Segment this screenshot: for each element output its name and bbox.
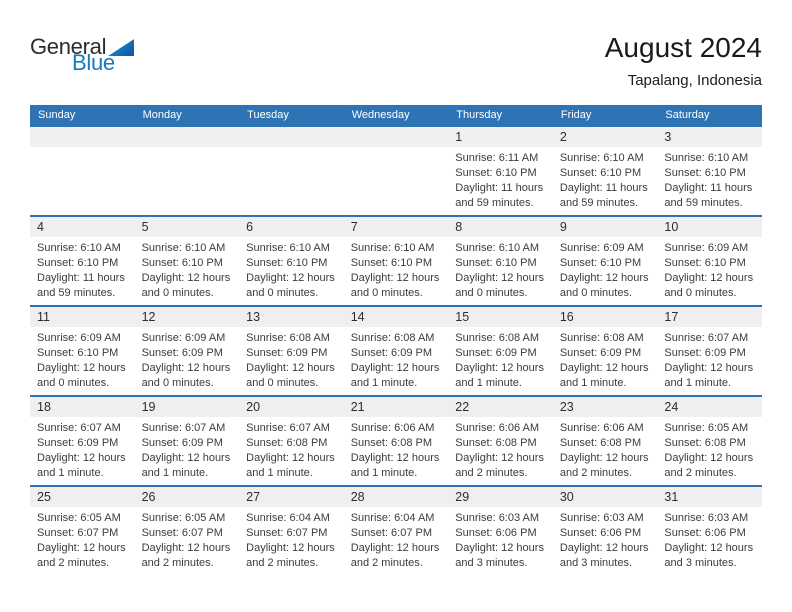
calendar-empty-cell: [30, 127, 135, 215]
weekday-header-sunday: Sunday: [38, 109, 76, 121]
day-number: [239, 127, 344, 147]
sun-info: [344, 417, 449, 481]
sunrise-text: Sunrise: 6:07 AM: [246, 422, 330, 434]
sunset-text: Sunset: 6:09 PM: [37, 437, 119, 449]
daylight-text: Daylight: 12 hours and 3 minutes.: [559, 542, 649, 569]
calendar-day-cell: [135, 307, 240, 395]
sun-info: [553, 147, 658, 211]
weekday-header-wednesday: Wednesday: [351, 109, 410, 121]
day-number: [30, 127, 135, 147]
sun-info: [448, 417, 553, 481]
daylight-text: Daylight: 12 hours and 0 minutes.: [246, 362, 335, 389]
day-number: 30: [553, 487, 658, 507]
day-number: 16: [553, 307, 658, 327]
day-number: 22: [448, 397, 553, 417]
calendar-day-cell: [448, 307, 553, 395]
calendar-day-cell: [239, 397, 344, 485]
daylight-text: Daylight: 12 hours and 0 minutes.: [559, 272, 649, 299]
calendar-day-cell: [448, 217, 553, 305]
sunset-text: Sunset: 6:07 PM: [141, 527, 223, 539]
calendar-day-cell: [135, 217, 240, 305]
daylight-text: Daylight: 11 hours and 59 minutes.: [37, 272, 125, 299]
sunrise-text: Sunrise: 6:10 AM: [455, 242, 540, 254]
sunset-text: Sunset: 6:10 PM: [664, 257, 746, 269]
daylight-text: Daylight: 11 hours and 59 minutes.: [664, 182, 753, 209]
sun-info: [553, 237, 658, 301]
daylight-text: Daylight: 12 hours and 2 minutes.: [455, 452, 544, 479]
calendar-day-cell: [135, 487, 240, 575]
calendar-day-cell: [553, 127, 658, 215]
sunset-text: Sunset: 6:06 PM: [559, 527, 642, 539]
week-row: [30, 215, 762, 305]
sun-info: [448, 147, 553, 211]
daylight-text: Daylight: 12 hours and 3 minutes.: [664, 542, 754, 569]
sun-info: [657, 507, 762, 571]
sunset-text: Sunset: 6:07 PM: [246, 527, 328, 539]
sun-info: [344, 327, 449, 391]
daylight-text: Daylight: 11 hours and 59 minutes.: [559, 182, 648, 209]
sun-info: [30, 417, 135, 481]
daylight-text: Daylight: 12 hours and 1 minute.: [350, 452, 440, 479]
sunset-text: Sunset: 6:08 PM: [559, 437, 642, 449]
sunset-text: Sunset: 6:08 PM: [350, 437, 433, 449]
sunrise-text: Sunrise: 6:08 AM: [559, 332, 644, 344]
general-blue-logo: [30, 36, 134, 74]
weekday-header-friday: Friday: [560, 109, 592, 121]
sun-info: [344, 237, 449, 301]
calendar-day-cell: [30, 487, 135, 575]
sunrise-text: Sunrise: 6:04 AM: [246, 512, 330, 524]
daylight-text: Daylight: 12 hours and 1 minute.: [559, 362, 649, 389]
sun-info: [239, 507, 344, 571]
sunset-text: Sunset: 6:10 PM: [246, 257, 328, 269]
day-number: 24: [657, 397, 762, 417]
logo-text-blue: Blue: [72, 50, 115, 75]
calendar-day-cell: [657, 217, 762, 305]
weekday-header-thursday: Thursday: [456, 109, 503, 121]
title-block: [605, 32, 762, 89]
day-number: 31: [657, 487, 762, 507]
daylight-text: Daylight: 12 hours and 0 minutes.: [141, 362, 231, 389]
day-number: 21: [344, 397, 449, 417]
sun-info: [30, 327, 135, 391]
day-number: 25: [30, 487, 135, 507]
day-number: 29: [448, 487, 553, 507]
day-number: 8: [448, 217, 553, 237]
sunset-text: Sunset: 6:06 PM: [664, 527, 746, 539]
sun-info: [553, 417, 658, 481]
week-row: [30, 485, 762, 575]
sunset-text: Sunset: 6:10 PM: [559, 257, 642, 269]
sun-info: [135, 237, 240, 301]
sun-info: [239, 237, 344, 301]
calendar-day-cell: [344, 487, 449, 575]
logo-text-general: General: [30, 34, 107, 59]
daylight-text: Daylight: 12 hours and 2 minutes.: [246, 542, 335, 569]
day-number: 6: [239, 217, 344, 237]
calendar-grid: [30, 105, 762, 575]
day-number: 20: [239, 397, 344, 417]
daylight-text: Daylight: 12 hours and 1 minute.: [350, 362, 440, 389]
sunrise-text: Sunrise: 6:09 AM: [37, 332, 121, 344]
sunrise-text: Sunrise: 6:10 AM: [141, 242, 226, 254]
day-number: 15: [448, 307, 553, 327]
sun-info: [448, 237, 553, 301]
sunset-text: Sunset: 6:10 PM: [559, 167, 642, 179]
weeks-container: [30, 125, 762, 575]
sunrise-text: Sunrise: 6:06 AM: [559, 422, 644, 434]
sunrise-text: Sunrise: 6:07 AM: [141, 422, 226, 434]
daylight-text: Daylight: 12 hours and 2 minutes.: [37, 542, 126, 569]
daylight-text: Daylight: 12 hours and 1 minute.: [664, 362, 754, 389]
daylight-text: Daylight: 12 hours and 2 minutes.: [141, 542, 231, 569]
sunrise-text: Sunrise: 6:07 AM: [664, 332, 749, 344]
sun-info: [30, 237, 135, 301]
weekday-header-monday: Monday: [142, 109, 182, 121]
day-number: 4: [30, 217, 135, 237]
sun-info: [135, 507, 240, 571]
calendar-day-cell: [30, 397, 135, 485]
sunrise-text: Sunrise: 6:07 AM: [37, 422, 121, 434]
sunrise-text: Sunrise: 6:05 AM: [664, 422, 749, 434]
day-number: 5: [135, 217, 240, 237]
week-row: [30, 125, 762, 215]
calendar-day-cell: [344, 217, 449, 305]
day-number: 9: [553, 217, 658, 237]
sunset-text: Sunset: 6:10 PM: [37, 347, 119, 359]
sunrise-text: Sunrise: 6:05 AM: [141, 512, 226, 524]
daylight-text: Daylight: 12 hours and 0 minutes.: [664, 272, 754, 299]
day-number: 26: [135, 487, 240, 507]
calendar-day-cell: [553, 217, 658, 305]
sunset-text: Sunset: 6:08 PM: [455, 437, 537, 449]
daylight-text: Daylight: 12 hours and 1 minute.: [455, 362, 544, 389]
day-number: 3: [657, 127, 762, 147]
week-row: [30, 395, 762, 485]
sunset-text: Sunset: 6:08 PM: [664, 437, 746, 449]
daylight-text: Daylight: 12 hours and 0 minutes.: [37, 362, 126, 389]
day-number: 14: [344, 307, 449, 327]
day-number: 1: [448, 127, 553, 147]
sunrise-text: Sunrise: 6:05 AM: [37, 512, 121, 524]
sun-info: [657, 147, 762, 211]
sunrise-text: Sunrise: 6:06 AM: [350, 422, 435, 434]
sun-info: [135, 417, 240, 481]
calendar-empty-cell: [135, 127, 240, 215]
sunset-text: Sunset: 6:09 PM: [246, 347, 328, 359]
day-number: 10: [657, 217, 762, 237]
daylight-text: Daylight: 12 hours and 0 minutes.: [246, 272, 335, 299]
sunrise-text: Sunrise: 6:10 AM: [350, 242, 435, 254]
day-number: 12: [135, 307, 240, 327]
weekday-header-saturday: Saturday: [665, 109, 710, 121]
calendar-day-cell: [448, 487, 553, 575]
sunset-text: Sunset: 6:10 PM: [141, 257, 223, 269]
daylight-text: Daylight: 12 hours and 0 minutes.: [455, 272, 544, 299]
sunrise-text: Sunrise: 6:10 AM: [664, 152, 749, 164]
calendar-empty-cell: [344, 127, 449, 215]
sunset-text: Sunset: 6:09 PM: [141, 437, 223, 449]
day-number: 19: [135, 397, 240, 417]
day-number: 27: [239, 487, 344, 507]
calendar-day-cell: [344, 397, 449, 485]
sunrise-text: Sunrise: 6:03 AM: [559, 512, 644, 524]
page-title: August 2024: [604, 32, 762, 63]
sunrise-text: Sunrise: 6:10 AM: [559, 152, 644, 164]
sunset-text: Sunset: 6:06 PM: [455, 527, 537, 539]
day-number: 18: [30, 397, 135, 417]
sun-info: [448, 327, 553, 391]
day-number: [344, 127, 449, 147]
calendar-day-cell: [448, 397, 553, 485]
calendar-day-cell: [30, 217, 135, 305]
logo-triangle-icon: [108, 39, 134, 56]
daylight-text: Daylight: 12 hours and 1 minute.: [246, 452, 335, 479]
sunrise-text: Sunrise: 6:10 AM: [37, 242, 121, 254]
day-number: 7: [344, 217, 449, 237]
sun-info: [30, 507, 135, 571]
sunset-text: Sunset: 6:09 PM: [141, 347, 223, 359]
calendar-day-cell: [553, 487, 658, 575]
day-number: 17: [657, 307, 762, 327]
daylight-text: Daylight: 12 hours and 3 minutes.: [455, 542, 544, 569]
calendar-day-cell: [344, 307, 449, 395]
sunset-text: Sunset: 6:10 PM: [455, 167, 537, 179]
weekday-header-tuesday: Tuesday: [247, 109, 289, 121]
calendar-day-cell: [657, 127, 762, 215]
sunrise-text: Sunrise: 6:06 AM: [455, 422, 540, 434]
calendar-day-cell: [657, 397, 762, 485]
sunrise-text: Sunrise: 6:03 AM: [664, 512, 749, 524]
daylight-text: Daylight: 12 hours and 2 minutes.: [559, 452, 649, 479]
sunrise-text: Sunrise: 6:09 AM: [559, 242, 644, 254]
calendar-day-cell: [30, 307, 135, 395]
calendar-day-cell: [239, 307, 344, 395]
calendar-day-cell: [239, 217, 344, 305]
daylight-text: Daylight: 12 hours and 0 minutes.: [350, 272, 440, 299]
sunrise-text: Sunrise: 6:08 AM: [455, 332, 540, 344]
calendar-day-cell: [657, 487, 762, 575]
sunset-text: Sunset: 6:10 PM: [350, 257, 433, 269]
sunset-text: Sunset: 6:10 PM: [455, 257, 537, 269]
sunset-text: Sunset: 6:07 PM: [350, 527, 433, 539]
sun-info: [448, 507, 553, 571]
sun-info: [657, 327, 762, 391]
weekday-header-row: [30, 105, 762, 125]
sunrise-text: Sunrise: 6:08 AM: [246, 332, 330, 344]
sunrise-text: Sunrise: 6:09 AM: [141, 332, 226, 344]
week-row: [30, 305, 762, 395]
day-number: 28: [344, 487, 449, 507]
sunset-text: Sunset: 6:09 PM: [350, 347, 433, 359]
daylight-text: Daylight: 12 hours and 1 minute.: [37, 452, 126, 479]
daylight-text: Daylight: 12 hours and 2 minutes.: [350, 542, 440, 569]
sunset-text: Sunset: 6:09 PM: [455, 347, 537, 359]
sun-info: [657, 417, 762, 481]
sunset-text: Sunset: 6:10 PM: [664, 167, 746, 179]
day-number: 13: [239, 307, 344, 327]
calendar-day-cell: [553, 307, 658, 395]
sunrise-text: Sunrise: 6:04 AM: [350, 512, 435, 524]
sunset-text: Sunset: 6:08 PM: [246, 437, 328, 449]
calendar-day-cell: [448, 127, 553, 215]
day-number: 11: [30, 307, 135, 327]
sunset-text: Sunset: 6:07 PM: [37, 527, 119, 539]
daylight-text: Daylight: 12 hours and 1 minute.: [141, 452, 231, 479]
day-number: 2: [553, 127, 658, 147]
sun-info: [553, 507, 658, 571]
daylight-text: Daylight: 12 hours and 2 minutes.: [664, 452, 754, 479]
calendar-day-cell: [239, 487, 344, 575]
calendar-day-cell: [135, 397, 240, 485]
sunrise-text: Sunrise: 6:10 AM: [246, 242, 330, 254]
sunrise-text: Sunrise: 6:11 AM: [455, 152, 539, 164]
sun-info: [344, 507, 449, 571]
sunset-text: Sunset: 6:09 PM: [559, 347, 642, 359]
sun-info: [135, 327, 240, 391]
sunrise-text: Sunrise: 6:03 AM: [455, 512, 540, 524]
day-number: 23: [553, 397, 658, 417]
sun-info: [657, 237, 762, 301]
calendar-empty-cell: [239, 127, 344, 215]
calendar-day-cell: [657, 307, 762, 395]
sunrise-text: Sunrise: 6:08 AM: [350, 332, 435, 344]
page-subtitle: Tapalang, Indonesia: [627, 72, 762, 89]
calendar-day-cell: [553, 397, 658, 485]
sun-info: [239, 327, 344, 391]
sunset-text: Sunset: 6:09 PM: [664, 347, 746, 359]
daylight-text: Daylight: 12 hours and 0 minutes.: [141, 272, 231, 299]
sunset-text: Sunset: 6:10 PM: [37, 257, 119, 269]
daylight-text: Daylight: 11 hours and 59 minutes.: [455, 182, 544, 209]
day-number: [135, 127, 240, 147]
sun-info: [553, 327, 658, 391]
sun-info: [239, 417, 344, 481]
sunrise-text: Sunrise: 6:09 AM: [664, 242, 749, 254]
